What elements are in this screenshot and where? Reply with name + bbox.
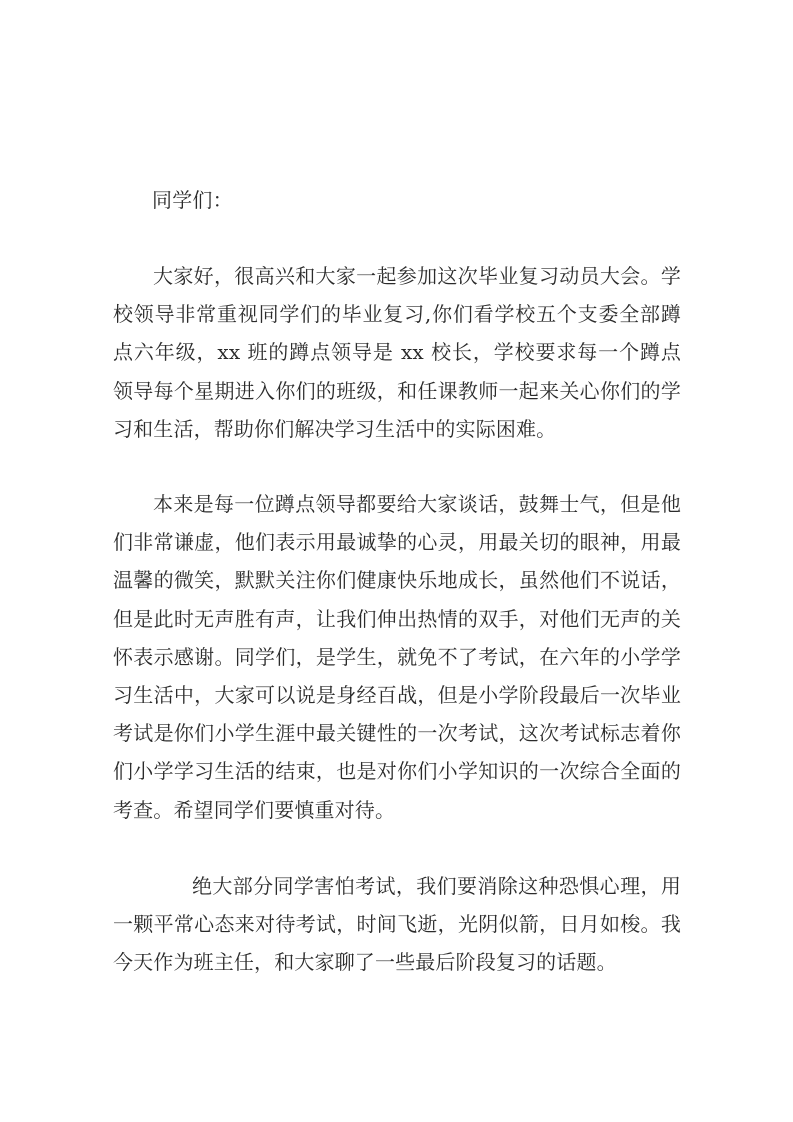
document-body bbox=[113, 181, 681, 981]
paragraph-spacer bbox=[113, 219, 681, 257]
body-paragraph-2: 本来是每一位蹲点领导都要给大家谈话，鼓舞士气，但是他们非常谦虚，他们表示用最诚挚的心灵，用最关切的眼神，用最温馨的微笑，默默关注你们健康快乐地成长，虽然他们不说话，但是此时无声胜有声，让我们伸出热情的双手，对他们无声的关怀表示感谢。同学们，是学生，就免不了考试，在六年的小学学习生活中，大家可以说是身经百战，但是小学阶段最后一次毕业考试是你们小学生涯中最关键性的一次考试，这次考试标志着你们小学学习生活的结束，也是对你们小学知识的一次综合全面的考查。希望同学们要慎重对待。 bbox=[113, 492, 681, 822]
paragraph-spacer bbox=[113, 448, 681, 485]
salutation-line: 同学们： bbox=[152, 188, 233, 212]
body-paragraph-3: 绝大部分同学害怕考试，我们要消除这种恐惧心理，用一颗平常心态来对待考试，时间飞逝，光阴似箭，日月如梭。我今天作为班主任，和大家聊了一些最后阶段复习的话题。 bbox=[113, 873, 681, 975]
body-paragraph-1: 大家好，很高兴和大家一起参加这次毕业复习动员大会。学校领导非常重视同学们的毕业复习,你们看学校五个支委全部蹲点六年级，xx 班的蹲点领导是 xx 校长，学校要求每一个蹲点领导每个星期进入你们的班级，和任课教师一起来关心你们的学习和生活，帮助你们解决学习生活中的实际困难。 bbox=[113, 264, 681, 441]
paragraph-spacer bbox=[113, 829, 681, 867]
